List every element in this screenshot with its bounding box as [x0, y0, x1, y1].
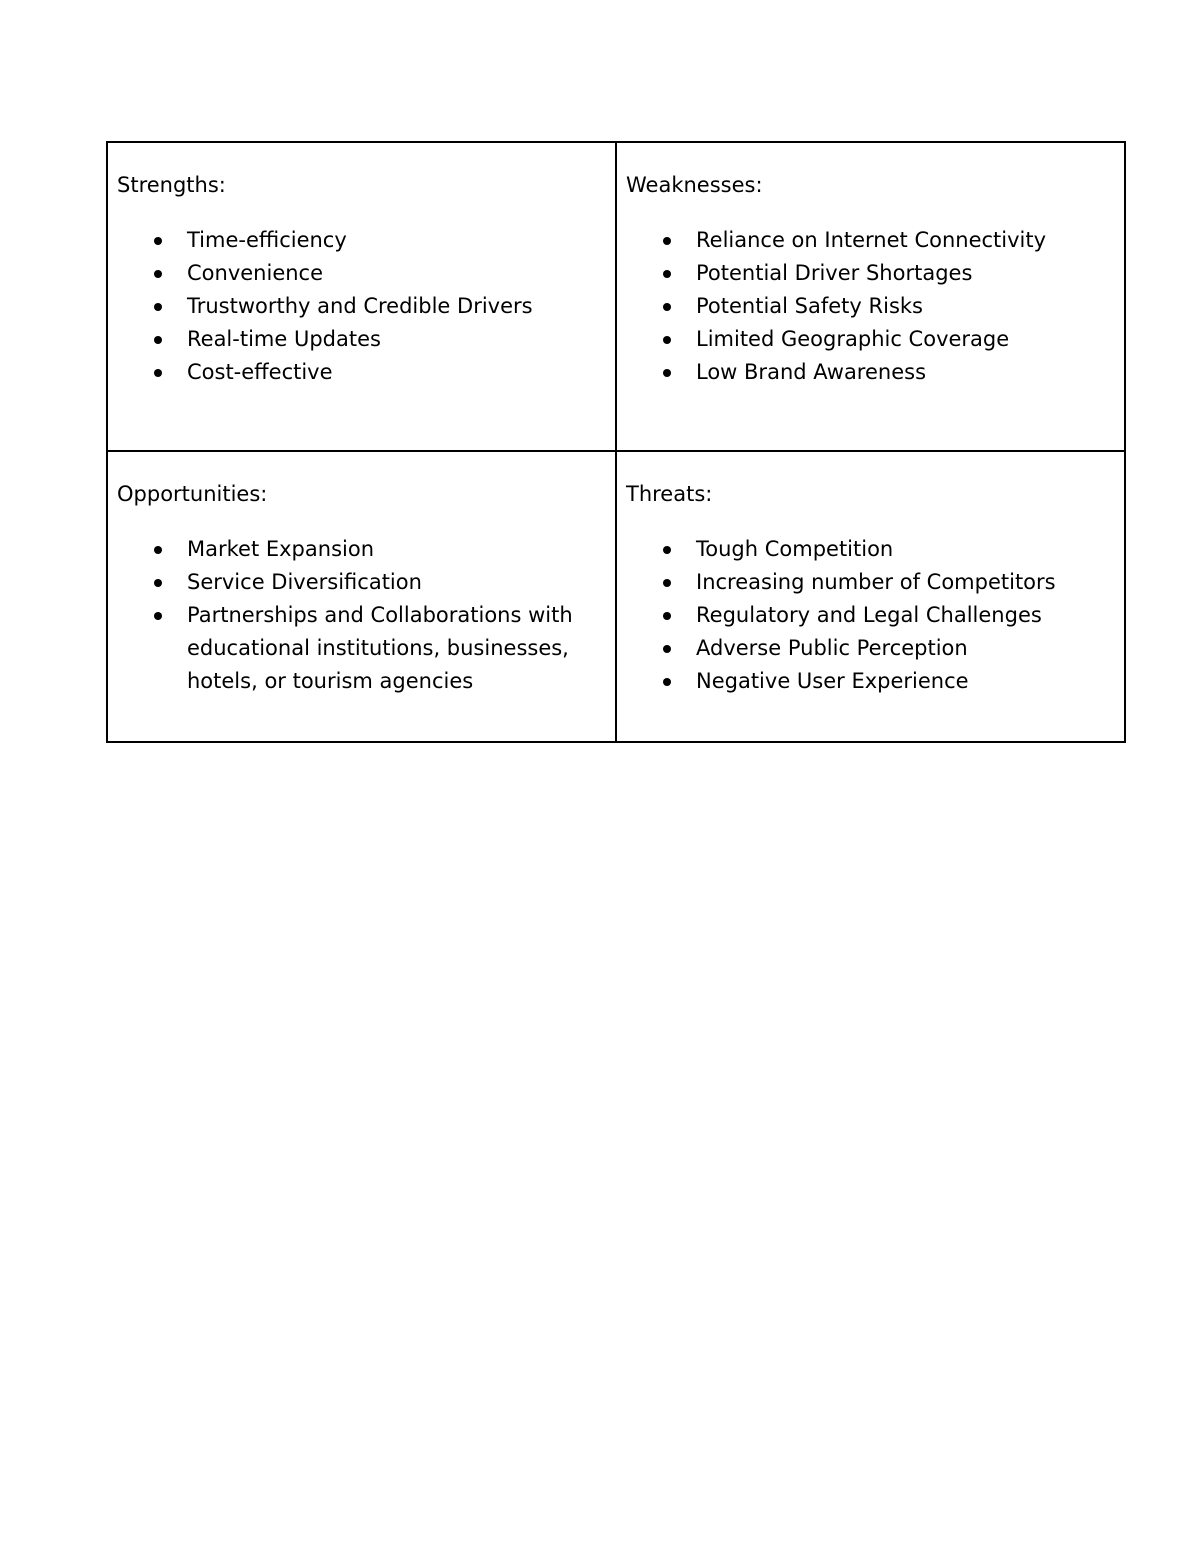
list-item [117, 323, 607, 356]
list-item-text: Negative User Experience [696, 669, 969, 693]
list-item [626, 257, 1116, 290]
list-item-text: Potential Driver Shortages [696, 261, 973, 285]
list-item-text: Time-efficiency [187, 228, 347, 252]
list-item-text: Potential Safety Risks [696, 294, 923, 318]
opportunities-cell [107, 451, 616, 742]
list-item [626, 224, 1116, 257]
list-item [626, 632, 1116, 665]
list-item [626, 290, 1116, 323]
list-item [117, 224, 607, 257]
bullet-icon [154, 546, 162, 554]
list-item [626, 356, 1116, 389]
list-item [117, 533, 607, 566]
list-item-text: Real-time Updates [187, 327, 381, 351]
bullet-icon [154, 369, 162, 377]
list-item [117, 290, 607, 323]
list-item-text: Cost-effective [187, 360, 333, 384]
list-item-text: Increasing number of Competitors [696, 570, 1056, 594]
list-item-text: Tough Competition [696, 537, 894, 561]
list-item-text: Reliance on Internet Connectivity [696, 228, 1047, 252]
bullet-icon [663, 678, 671, 686]
bullet-icon [154, 336, 162, 344]
list-item-text: Limited Geographic Coverage [696, 327, 1010, 351]
bullet-icon [663, 336, 671, 344]
weaknesses-cell [616, 142, 1125, 451]
threats-cell [616, 451, 1125, 742]
weaknesses-heading: Weaknesses: [626, 173, 763, 197]
opportunities-list [117, 533, 607, 698]
strengths-cell [107, 142, 616, 451]
bullet-icon [663, 303, 671, 311]
list-item [626, 323, 1116, 356]
list-item-text: Partnerships and Collaborations with educational institutions, businesses, hotels, or tourism agencies [187, 603, 573, 693]
bullet-icon [663, 270, 671, 278]
swot-table [106, 141, 1126, 743]
bullet-icon [154, 237, 162, 245]
weaknesses-list [626, 224, 1116, 389]
list-item [117, 257, 607, 290]
swot-row-bottom [107, 451, 1125, 742]
list-item-text: Convenience [187, 261, 324, 285]
bullet-icon [663, 645, 671, 653]
bullet-icon [663, 237, 671, 245]
list-item [117, 356, 607, 389]
list-item-text: Adverse Public Perception [696, 636, 968, 660]
bullet-icon [154, 579, 162, 587]
strengths-list [117, 224, 607, 389]
list-item [626, 533, 1116, 566]
strengths-heading: Strengths: [117, 173, 226, 197]
bullet-icon [154, 303, 162, 311]
list-item-text: Market Expansion [187, 537, 375, 561]
bullet-icon [154, 270, 162, 278]
list-item [626, 599, 1116, 632]
list-item-text: Trustworthy and Credible Drivers [187, 294, 533, 318]
list-item [626, 665, 1116, 698]
list-item [117, 566, 607, 599]
list-item-text: Service Diversification [187, 570, 422, 594]
threats-heading: Threats: [626, 482, 713, 506]
bullet-icon [663, 369, 671, 377]
bullet-icon [154, 612, 162, 620]
list-item [626, 566, 1116, 599]
bullet-icon [663, 546, 671, 554]
threats-list [626, 533, 1116, 698]
list-item [117, 599, 607, 698]
list-item-text: Regulatory and Legal Challenges [696, 603, 1042, 627]
opportunities-heading: Opportunities: [117, 482, 268, 506]
swot-row-top [107, 142, 1125, 451]
bullet-icon [663, 579, 671, 587]
list-item-text: Low Brand Awareness [696, 360, 927, 384]
bullet-icon [663, 612, 671, 620]
